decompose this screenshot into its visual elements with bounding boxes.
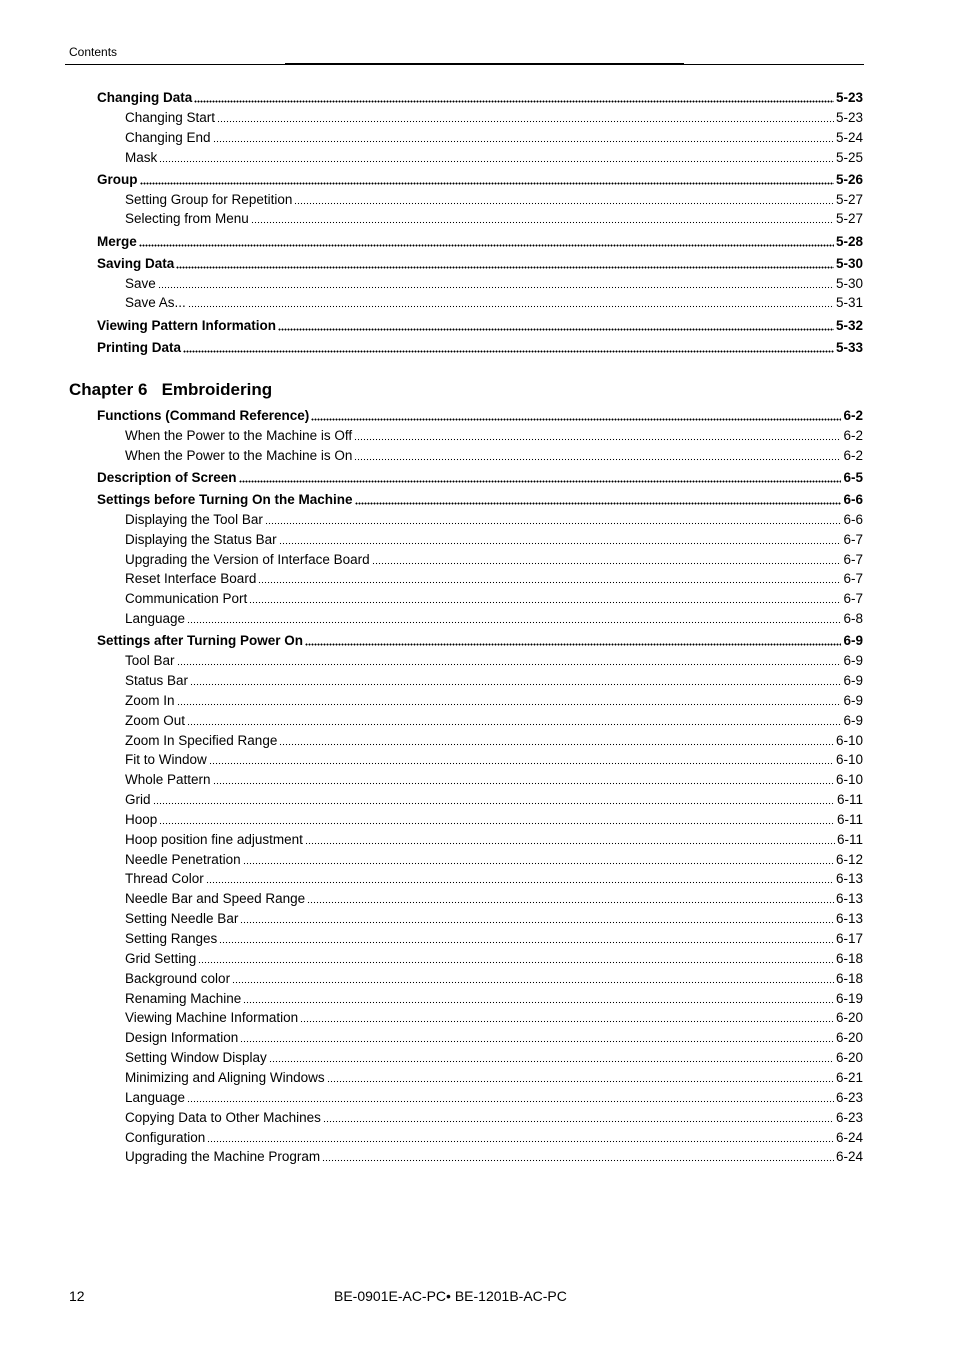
footer-page-number: 12	[69, 1288, 85, 1304]
toc-entry-label: Language	[125, 1089, 186, 1105]
toc-entry[interactable]	[125, 673, 863, 689]
toc-entry-label: Setting Ranges	[125, 931, 218, 946]
toc-entry-page: 6-6	[843, 511, 863, 527]
dot-leader	[278, 319, 834, 331]
toc-entry-label: Whole Pattern	[125, 772, 211, 788]
toc-entry-page: 6-11	[836, 811, 863, 827]
dot-leader	[139, 235, 834, 247]
toc-entry-label: Settings after Turning Power On	[97, 633, 304, 649]
dot-leader	[158, 277, 834, 289]
toc-entry-label: Selecting from Menu	[125, 211, 249, 227]
toc-entry[interactable]	[125, 110, 863, 126]
toc-entry-label: Save As...	[125, 295, 186, 311]
toc-entry-label: Changing Start	[125, 109, 216, 125]
toc-entry-label: Hoop position fine adjustment	[125, 831, 303, 847]
dot-leader	[249, 592, 841, 604]
dot-leader	[322, 1150, 834, 1162]
dot-leader	[217, 111, 834, 123]
toc-entry-page: 6-10	[835, 772, 863, 788]
toc-entry-page: 6-20	[835, 1030, 863, 1046]
dot-leader	[190, 674, 841, 686]
toc-entry[interactable]	[125, 991, 863, 1007]
dot-leader	[279, 533, 842, 545]
toc-entry-page: 6-24	[835, 1149, 863, 1165]
dot-leader	[194, 91, 834, 103]
toc-entry[interactable]	[97, 492, 863, 508]
chapter-number: Chapter 6	[69, 380, 148, 399]
toc-entry-page: 6-12	[835, 851, 863, 867]
toc-entry[interactable]	[125, 931, 863, 947]
toc-entry-page: 5-23	[835, 90, 863, 105]
toc-entry-page: 6-8	[843, 611, 863, 627]
toc-entry-label: Copying Data to Other Machines	[125, 1109, 321, 1125]
toc-entry-page: 6-6	[843, 492, 863, 507]
toc-entry-label: Tool Bar	[125, 653, 175, 669]
toc-entry-page: 6-13	[835, 911, 863, 927]
toc-entry-page: 6-19	[835, 990, 863, 1006]
toc-entry-label: Reset Interface Board	[125, 571, 257, 587]
toc-entry-label: Changing Data	[97, 90, 193, 105]
toc-entry-page: 6-9	[843, 672, 863, 688]
toc-entry-label: Save	[125, 275, 156, 291]
dot-leader	[269, 1051, 834, 1063]
toc-entry-page: 5-28	[835, 233, 863, 249]
toc-entry[interactable]	[125, 512, 863, 528]
chapter-title: Embroidering	[161, 380, 273, 399]
toc-entry-label: Zoom In Specified Range	[125, 732, 278, 748]
page-header-title: Contents	[69, 45, 118, 59]
dot-leader	[159, 813, 835, 825]
toc-entry[interactable]	[97, 234, 863, 250]
toc-entry-label: Grid	[125, 792, 151, 808]
toc-entry-label: Changing End	[125, 129, 211, 145]
toc-entry[interactable]	[125, 1110, 863, 1126]
dot-leader	[198, 952, 834, 964]
dot-leader	[239, 471, 842, 483]
dot-leader	[213, 131, 834, 143]
toc-entry-page: 6-7	[843, 551, 863, 567]
toc-entry-page: 5-32	[835, 317, 863, 333]
toc-entry-page: 5-30	[835, 255, 863, 271]
toc-entry[interactable]	[125, 611, 863, 627]
toc-entry-label: When the Power to the Machine is Off	[125, 427, 353, 443]
toc-entry-page: 5-24	[835, 129, 863, 145]
toc-entry-label: Displaying the Status Bar	[125, 531, 277, 547]
toc-entry[interactable]	[125, 792, 863, 808]
toc-entry[interactable]	[97, 90, 863, 106]
dot-leader	[307, 892, 834, 904]
toc-entry[interactable]	[125, 871, 863, 887]
dot-leader	[207, 1131, 834, 1143]
toc-entry[interactable]	[125, 276, 863, 292]
toc-entry-label: Zoom In	[125, 692, 175, 708]
toc-entry[interactable]	[97, 340, 863, 356]
toc-entry-label: Setting Window Display	[125, 1050, 267, 1066]
toc-entry[interactable]	[125, 1010, 863, 1026]
toc-entry[interactable]	[125, 891, 863, 907]
toc-entry[interactable]	[97, 172, 863, 188]
dot-leader	[176, 257, 834, 269]
dot-leader	[327, 1071, 834, 1083]
toc-entry-page: 6-18	[835, 950, 863, 966]
toc-entry-page: 6-23	[835, 1089, 863, 1105]
toc-entry[interactable]	[125, 971, 863, 987]
toc-entry-page: 6-2	[843, 427, 863, 443]
toc-entry[interactable]	[97, 633, 863, 649]
chapter-heading	[69, 380, 272, 400]
dot-leader	[265, 513, 842, 525]
toc-entry-label: Background color	[125, 970, 231, 986]
toc-entry-label: Needle Penetration	[125, 851, 241, 867]
toc-entry-page: 6-10	[835, 752, 863, 768]
toc-entry-label: Hoop	[125, 811, 158, 827]
toc-entry-page: 5-25	[835, 149, 863, 165]
toc-entry[interactable]	[125, 911, 863, 927]
dot-leader	[140, 173, 834, 185]
toc-entry[interactable]	[125, 1030, 863, 1046]
toc-entry-page: 6-7	[843, 531, 863, 547]
toc-entry[interactable]	[125, 428, 863, 444]
toc-entry-page: 6-20	[835, 1050, 863, 1066]
dot-leader	[305, 833, 835, 845]
toc-entry-label: Setting Group for Repetition	[125, 191, 293, 207]
toc-entry-page: 6-13	[835, 871, 863, 887]
toc-entry-label: Communication Port	[125, 591, 248, 607]
dot-leader	[294, 193, 834, 205]
dot-leader	[187, 612, 841, 624]
toc-entry-page: 6-7	[843, 571, 863, 587]
toc-entry-page: 5-23	[835, 109, 863, 125]
toc-entry[interactable]	[97, 318, 863, 334]
dot-leader	[243, 992, 834, 1004]
dot-leader	[372, 553, 842, 565]
toc-entry-page: 6-17	[835, 931, 863, 946]
toc-entry-label: Merge	[97, 233, 137, 249]
toc-entry[interactable]	[125, 713, 863, 729]
toc-entry[interactable]	[125, 733, 863, 749]
toc-entry-page: 6-21	[835, 1069, 863, 1085]
dot-leader	[209, 753, 834, 765]
dot-leader	[219, 932, 834, 944]
dot-leader	[153, 793, 835, 805]
toc-entry[interactable]	[125, 1070, 863, 1086]
toc-entry[interactable]	[125, 571, 863, 587]
toc-entry[interactable]	[125, 1090, 863, 1106]
toc-entry-label: Minimizing and Aligning Windows	[125, 1069, 325, 1085]
dot-leader	[305, 634, 841, 646]
toc-entry[interactable]	[125, 693, 863, 709]
toc-entry-page: 6-24	[835, 1129, 863, 1145]
toc-entry-label: Design Information	[125, 1030, 239, 1046]
toc-entry-label: Settings before Turning On the Machine	[97, 492, 353, 507]
toc-entry-label: Viewing Pattern Information	[97, 317, 277, 333]
toc-entry-page: 6-5	[843, 469, 863, 485]
header-rule	[65, 64, 864, 65]
toc-entry[interactable]	[125, 150, 863, 166]
toc-entry[interactable]	[125, 1050, 863, 1066]
dot-leader	[240, 1031, 834, 1043]
toc-entry-page: 6-11	[836, 831, 863, 847]
toc-entry[interactable]	[125, 812, 863, 828]
toc-entry-label: Needle Bar and Speed Range	[125, 891, 306, 907]
toc-entry[interactable]	[97, 408, 863, 424]
toc-entry[interactable]	[125, 1130, 863, 1146]
toc-entry-page: 6-20	[835, 1010, 863, 1026]
toc-entry-page: 6-11	[836, 792, 863, 808]
toc-entry-page: 6-9	[843, 633, 863, 649]
dot-leader	[354, 449, 841, 461]
dot-leader	[279, 734, 834, 746]
dot-leader	[188, 296, 834, 308]
toc-entry[interactable]	[125, 295, 863, 311]
toc-entry-label: Saving Data	[97, 255, 175, 271]
toc-entry-label: Upgrading the Machine Program	[125, 1149, 321, 1165]
toc-entry-page: 6-18	[835, 970, 863, 986]
dot-leader	[243, 853, 834, 865]
toc-entry-page: 5-33	[835, 339, 863, 355]
toc-entry[interactable]	[125, 1149, 863, 1165]
toc-entry[interactable]	[97, 256, 863, 272]
footer-model-name: BE-0901E-AC-PC• BE-1201B-AC-PC	[334, 1288, 567, 1304]
toc-entry-label: Upgrading the Version of Interface Board	[125, 551, 370, 567]
dot-leader	[251, 212, 834, 224]
toc-entry-label: Zoom Out	[125, 712, 186, 728]
dot-leader	[354, 429, 841, 441]
dot-leader	[323, 1111, 834, 1123]
dot-leader	[240, 912, 834, 924]
toc-entry-page: 5-27	[835, 191, 863, 207]
toc-entry-label: Description of Screen	[97, 469, 237, 485]
toc-entry-label: Language	[125, 611, 186, 627]
toc-entry-label: Printing Data	[97, 339, 182, 355]
toc-entry-page: 5-26	[835, 171, 863, 187]
toc-entry-label: Fit to Window	[125, 752, 207, 768]
toc-entry[interactable]	[97, 470, 863, 486]
toc-entry-page: 5-31	[835, 295, 863, 311]
toc-entry[interactable]	[125, 192, 863, 208]
toc-entry[interactable]	[125, 653, 863, 669]
toc-entry-page: 6-9	[843, 712, 863, 728]
dot-leader	[177, 694, 842, 706]
toc-entry-page: 6-9	[843, 653, 863, 669]
toc-entry-page: 5-27	[835, 211, 863, 227]
toc-entry-label: Status Bar	[125, 672, 189, 688]
toc-entry-page: 6-13	[835, 891, 863, 907]
toc-entry[interactable]	[125, 130, 863, 146]
toc-entry-label: Thread Color	[125, 871, 204, 887]
toc-entry-page: 6-7	[843, 591, 863, 607]
toc-entry-page: 6-10	[835, 732, 863, 748]
toc-entry[interactable]	[125, 752, 863, 768]
dot-leader	[187, 714, 841, 726]
dot-leader	[311, 409, 841, 421]
toc-entry[interactable]	[125, 832, 863, 848]
toc-entry[interactable]	[125, 211, 863, 227]
toc-entry[interactable]	[125, 532, 863, 548]
toc-entry-page: 6-9	[843, 692, 863, 708]
toc-entry-label: When the Power to the Machine is On	[125, 447, 353, 463]
dot-leader	[183, 341, 834, 353]
toc-entry-page: 6-23	[835, 1109, 863, 1125]
toc-entry-label: Setting Needle Bar	[125, 911, 239, 927]
dot-leader	[300, 1011, 834, 1023]
toc-entry-page: 6-2	[843, 408, 863, 423]
toc-entry-label: Grid Setting	[125, 950, 197, 966]
toc-entry-label: Renaming Machine	[125, 990, 242, 1006]
toc-entry-page: 6-2	[843, 447, 863, 463]
toc-entry[interactable]	[125, 552, 863, 568]
toc-entry-page: 5-30	[835, 275, 863, 291]
toc-entry-label: Functions (Command Reference)	[97, 408, 310, 423]
toc-entry[interactable]	[125, 448, 863, 464]
dot-leader	[206, 872, 834, 884]
toc-entry[interactable]	[125, 852, 863, 868]
toc-entry-label: Configuration	[125, 1129, 206, 1145]
toc-entry[interactable]	[125, 772, 863, 788]
dot-leader	[177, 654, 842, 666]
dot-leader	[232, 972, 834, 984]
toc-entry-label: Mask	[125, 149, 158, 165]
dot-leader	[187, 1091, 834, 1103]
dot-leader	[258, 572, 841, 584]
toc-entry[interactable]	[125, 591, 863, 607]
toc-entry-label: Displaying the Tool Bar	[125, 511, 263, 527]
dot-leader	[159, 151, 834, 163]
toc-entry-label: Viewing Machine Information	[125, 1010, 299, 1026]
dot-leader	[355, 493, 842, 505]
dot-leader	[213, 773, 834, 785]
toc-entry[interactable]	[125, 951, 863, 967]
toc-entry-label: Group	[97, 171, 138, 187]
